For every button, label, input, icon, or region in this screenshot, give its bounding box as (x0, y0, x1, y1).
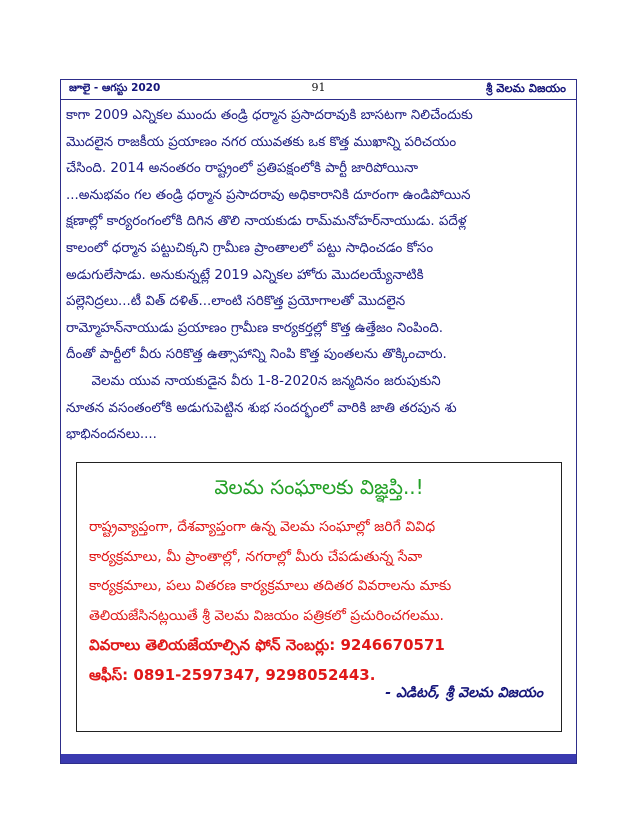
article-line: కాగా 2009 ఎన్నికల ముందు తండ్రి ధర్మాన ప్రసాదరావుకి బాసటగా నిలిచేందుకు (66, 108, 473, 123)
article-line: ...అనుభవం గల తండ్రి ధర్మాన ప్రసాదరావు అధికారానికి దూరంగా ఉండిపోయిన (66, 187, 471, 203)
notice-title: వెలమ సంఘాలకు విజ్ఞప్తి..! (214, 475, 424, 499)
notice-line: కార్యక్రమాలు, మీ ప్రాంతాల్లో, నగరాల్లో మీరు చేపడుతున్న సేవా (89, 548, 423, 565)
article-line: రామ్మోహన్‌నాయుడు ప్రయాణం గ్రామీణ కార్యకర్తల్లో కొత్త ఉత్తేజం నింపింది. (66, 320, 444, 336)
article-line: చేసింది. 2014 అనంతరం రాష్ట్రంలో ప్రతిపక్షంలోకి పార్టీ జారిపోయినా (66, 161, 418, 177)
article-line: పల్లెనిద్రలు...టీ విత్ దళిత్...లాంటి సరికొత్త ప్రయోగాలతో మొదలైన (66, 294, 406, 310)
notice-body (89, 513, 557, 690)
article-body (66, 103, 574, 449)
issue-date: జూలై - ఆగస్టు 2020 (69, 82, 161, 94)
footer-bar (61, 754, 576, 763)
article-line: క్షణాల్లో కార్యరంగంలోకి దిగిన తొలి నాయకుడు రామ్‌మనోహర్‌నాయుడు. పదేళ్ల (66, 214, 467, 230)
article-line: కాలంలో ధర్మాన పట్టుచిక్కని గ్రామీణ ప్రాంతాలలో పట్టు సాధించడం కోసం (66, 240, 434, 256)
notice-line: కార్యక్రమాలు, పలు వితరణ కార్యక్రమాలు తదితర వివరాలను మాకు (89, 578, 452, 594)
editor-signature: - ఎడిటర్, శ్రీ వెలమ విజయం (385, 685, 543, 701)
phone-line: వివరాలు తెలియజేయాల్సిన ఫోన్ నెంబర్లు: 9246670571 (89, 636, 445, 654)
article-line: అడుగులేసాడు. అనుకున్నట్లే 2019 ఎన్నికల హోరు మొదలయ్యేనాటికి (66, 267, 424, 283)
office-line: ఆఫీస్: 0891-2597347, 9298052443. (89, 665, 376, 684)
page-number: 91 (311, 81, 326, 94)
article-line: వెలమ యువ నాయకుడైన వీరు 1-8-2020న జన్మదినం జరుపుకుని (66, 373, 441, 389)
article-line: మొదలైన రాజకీయ ప్రయాణం నగర యువతకు ఒక కొత్త ముఖాన్ని పరిచయం (66, 134, 457, 150)
page-header (61, 80, 576, 100)
article-line: భాభినందనలు.... (66, 427, 157, 443)
notice-box (76, 462, 562, 732)
article-line: నూతన వసంతంలోకి అడుగుపెట్టిన శుభ సందర్భంలో వారికి జాతి తరపున శు (66, 400, 457, 416)
magazine-title: శ్రీ వెలమ విజయం (485, 81, 566, 95)
article-line: దీంతో పార్టీలో వీరు సరికొత్త ఉత్సాహాన్ని నింపి కొత్త పుంతలను తొక్కించారు. (66, 347, 447, 363)
notice-line: తెలియజేసినట్లయితే శ్రీ వెలమ విజయం పత్రికలో ప్రచురించగలము. (89, 607, 444, 624)
notice-line: రాష్ట్రవ్యాప్తంగా, దేశవ్యాప్తంగా ఉన్న వెలమ సంఘాల్లో జరిగే వివిధ (89, 519, 436, 535)
